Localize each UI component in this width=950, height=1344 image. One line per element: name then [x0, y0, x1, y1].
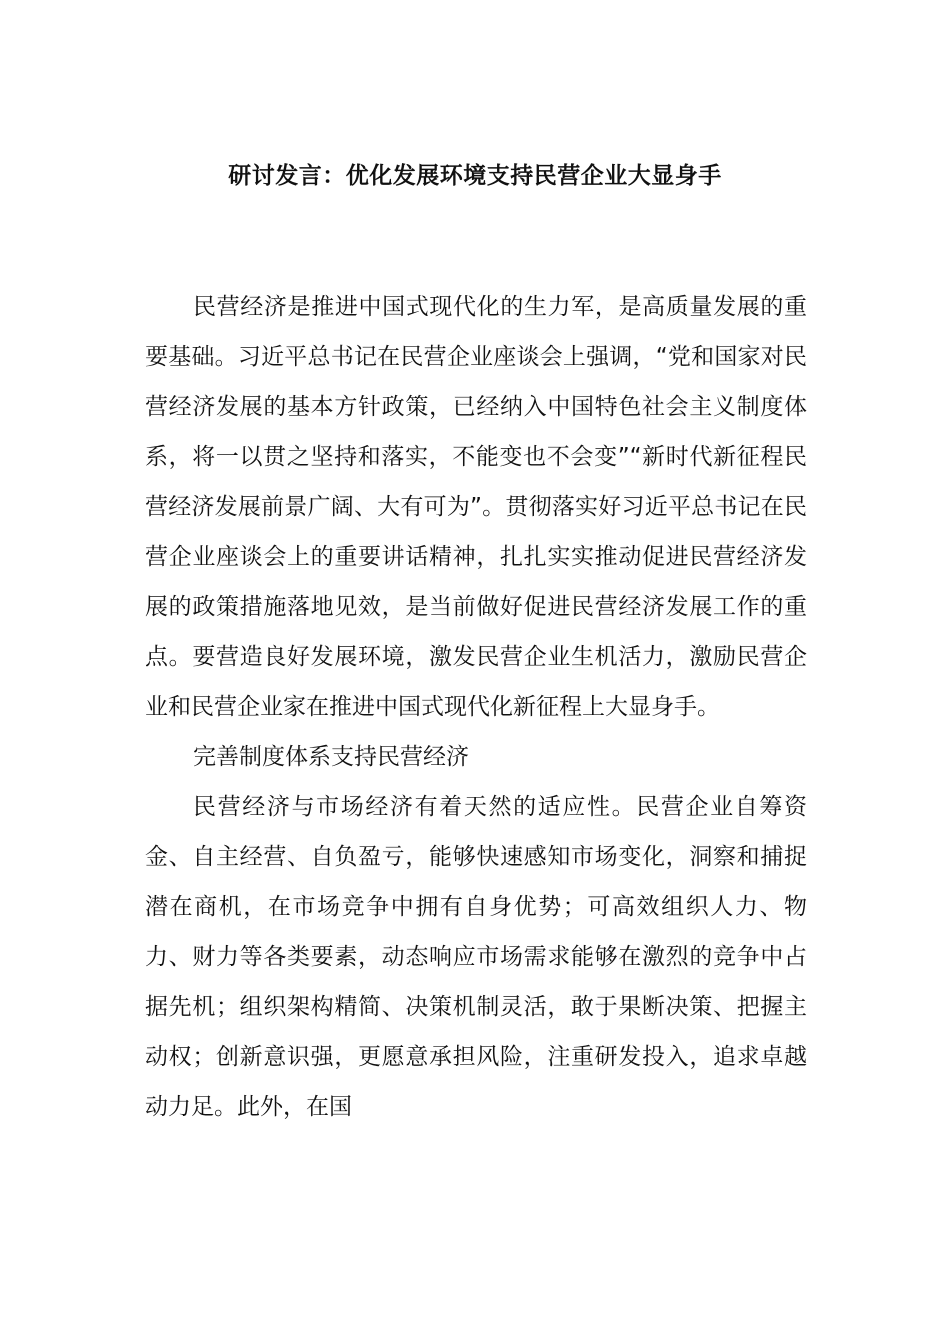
paragraph-market-adaptability: 民营经济与市场经济有着天然的适应性。民营企业自筹资金、自主经营、自负盈亏，能够快速感知市场变化，洞察和捕捉潜在商机，在市场竞争中拥有自身优势；可高效组织人力、物力、财力等各类要素，动态响应市场需求能够在激烈的竞争中占据先机；组织架构精简、决策机制灵活，敢于果断决策、把握主动权；创新意识强，更愿意承担风险，注重研发投入，追求卓越动力足。此外，在国 — [145, 794, 807, 1120]
document-title: 研讨发言：优化发展环境支持民营企业大显身手 — [228, 163, 722, 189]
paragraph-intro: 民营经济是推进中国式现代化的生力军，是高质量发展的重要基础。习近平总书记在民营企业座谈会上强调，“党和国家对民营经济发展的基本方针政策，已经纳入中国特色社会主义制度体系，将一以贯之坚持和落实，不能变也不会变”“新时代新征程民营经济发展前景广阔、大有可为”。贯彻落实好习近平总书记在民营企业座谈会上的重要讲话精神，扎扎实实推动促进民营经济发展的政策措施落地见效，是当前做好促进民营经济发展工作的重点。要营造良好发展环境，激发民营企业生机活力，激励民营企业和民营企业家在推进中国式现代化新征程上大显身手。 — [145, 294, 807, 720]
document-body — [145, 282, 807, 1132]
section-heading: 完善制度体系支持民营经济 — [193, 744, 469, 770]
